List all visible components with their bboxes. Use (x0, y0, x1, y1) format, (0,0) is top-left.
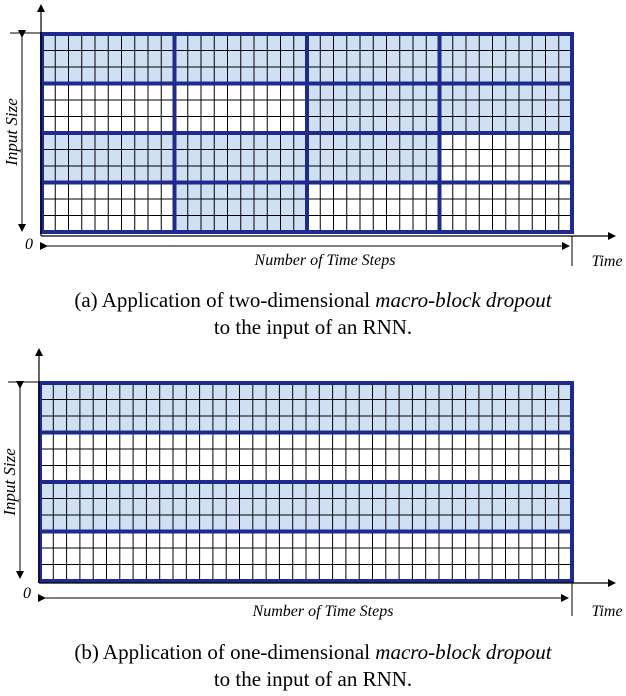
caption-b (0, 639, 626, 693)
panel-b-grid (40, 383, 572, 581)
panel-b (0, 350, 623, 620)
caption-a-pre: (a) Application of two-dimensional (74, 288, 376, 312)
panel-b-time-label: Time (591, 603, 623, 620)
panel-a-origin: 0 (25, 236, 33, 253)
panel-a-y-label: Input Size (2, 98, 21, 166)
panel-a-time-label: Time (591, 253, 623, 270)
panel-b-origin: 0 (23, 585, 31, 602)
caption-a (0, 287, 626, 341)
panel-a (2, 6, 623, 270)
caption-b-pre: (b) Application of one-dimensional (74, 640, 376, 664)
panel-b-y-label: Input Size (0, 448, 19, 516)
caption-a-line1 (0, 287, 626, 314)
panel-a-grid (42, 34, 572, 232)
caption-b-em: macro-block dropout (375, 640, 552, 664)
panel-a-x-label: Number of Time Steps (254, 252, 396, 269)
caption-b-line1 (0, 639, 626, 666)
panel-b-x-label: Number of Time Steps (252, 603, 394, 620)
caption-a-line2: to the input of an RNN. (213, 315, 413, 339)
caption-a-em: macro-block dropout (375, 288, 552, 312)
caption-b-line2: to the input of an RNN. (213, 667, 413, 691)
